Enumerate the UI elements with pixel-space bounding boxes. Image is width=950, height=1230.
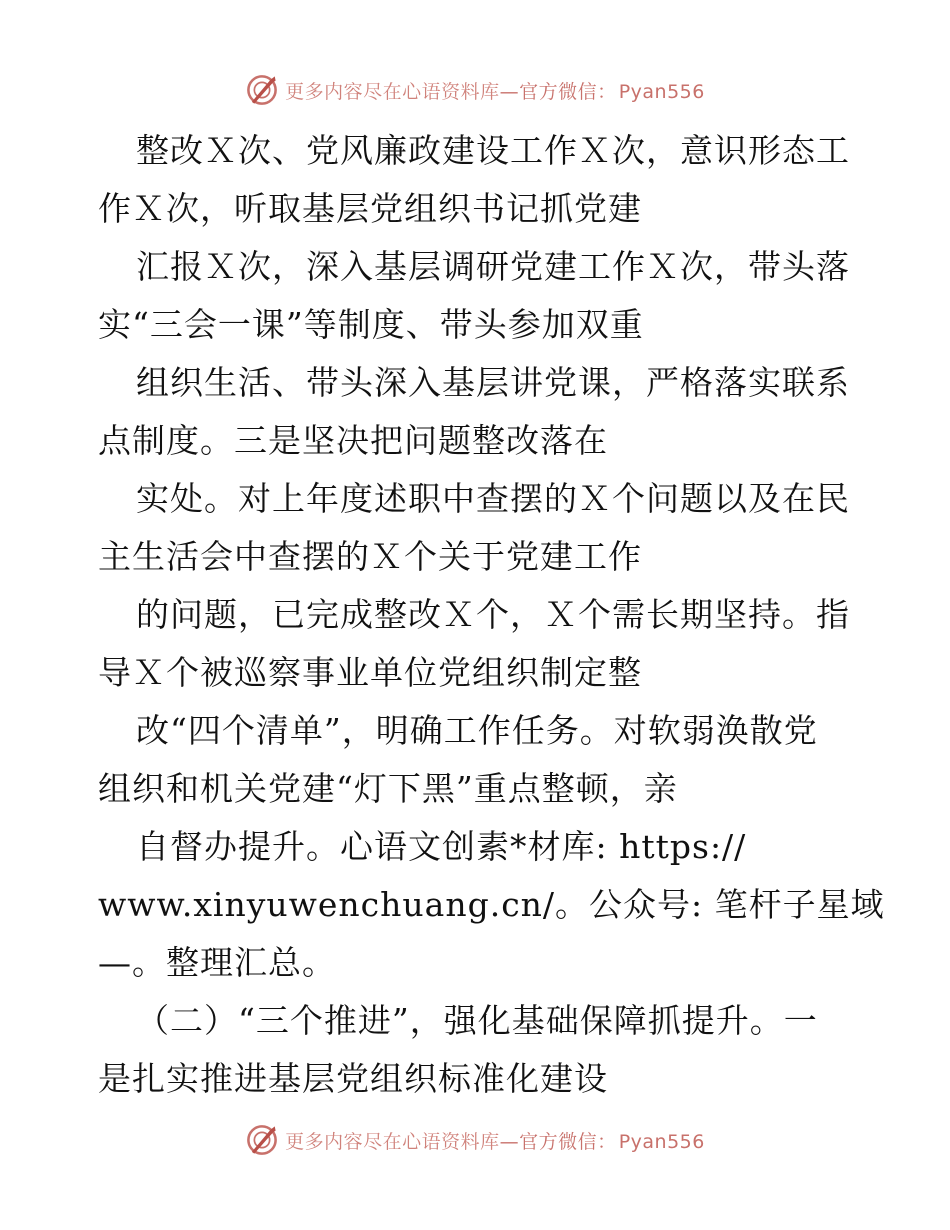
- pen-logo-icon: [245, 1123, 279, 1157]
- body-line: www.xinyuwenchuang.cn/。公众号: 笔杆子星域: [98, 885, 885, 924]
- body-line: 组织和机关党建“灯下黑”重点整顿，亲: [98, 769, 678, 808]
- body-line: 自督办提升。心语文创素*材库: https://: [136, 827, 747, 866]
- body-line: 实“三会一课”等制度、带头参加双重: [98, 305, 644, 344]
- body-line: 的问题，已完成整改Ｘ个，Ｘ个需长期坚持。指: [136, 595, 850, 634]
- header-brand-text: 更多内容尽在心语资料库: [285, 80, 500, 103]
- footer-brand-text: 更多内容尽在心语资料库: [285, 1130, 500, 1153]
- header-watermark-text: [285, 77, 705, 104]
- body-line: —。整理汇总。: [98, 943, 336, 982]
- pen-logo-icon: [245, 73, 279, 107]
- header-official-label: 官方微信：: [519, 80, 617, 103]
- header-dash: —: [499, 80, 520, 103]
- body-line: 是扎实推进基层党组织标准化建设: [98, 1059, 608, 1098]
- header-watermark: [0, 70, 950, 110]
- document-body: [98, 122, 885, 1108]
- body-line: 改“四个清单”，明确工作任务。对软弱涣散党: [136, 711, 818, 750]
- body-line: 汇报Ｘ次，深入基层调研党建工作Ｘ次，带头落: [136, 247, 850, 286]
- body-line: 点制度。三是坚决把问题整改落在: [98, 421, 608, 460]
- body-line: （二）“三个推进”，强化基础保障抓提升。一: [136, 1001, 818, 1040]
- body-line: 整改Ｘ次、党风廉政建设工作Ｘ次，意识形态工: [136, 131, 850, 170]
- body-line: 作Ｘ次，听取基层党组织书记抓党建: [98, 189, 642, 228]
- footer-watermark: [0, 1120, 950, 1160]
- body-line: 导Ｘ个被巡察事业单位党组织制定整: [98, 653, 642, 692]
- footer-wechat-id: Pyan556: [618, 1130, 705, 1153]
- header-wechat-id: Pyan556: [618, 80, 705, 103]
- body-line: 组织生活、带头深入基层讲党课，严格落实联系: [136, 363, 850, 402]
- footer-dash: —: [499, 1130, 520, 1153]
- body-line: 主生活会中查摆的Ｘ个关于党建工作: [98, 537, 642, 576]
- body-line: 实处。对上年度述职中查摆的Ｘ个问题以及在民: [136, 479, 850, 518]
- footer-watermark-text: [285, 1127, 705, 1154]
- footer-official-label: 官方微信：: [519, 1130, 617, 1153]
